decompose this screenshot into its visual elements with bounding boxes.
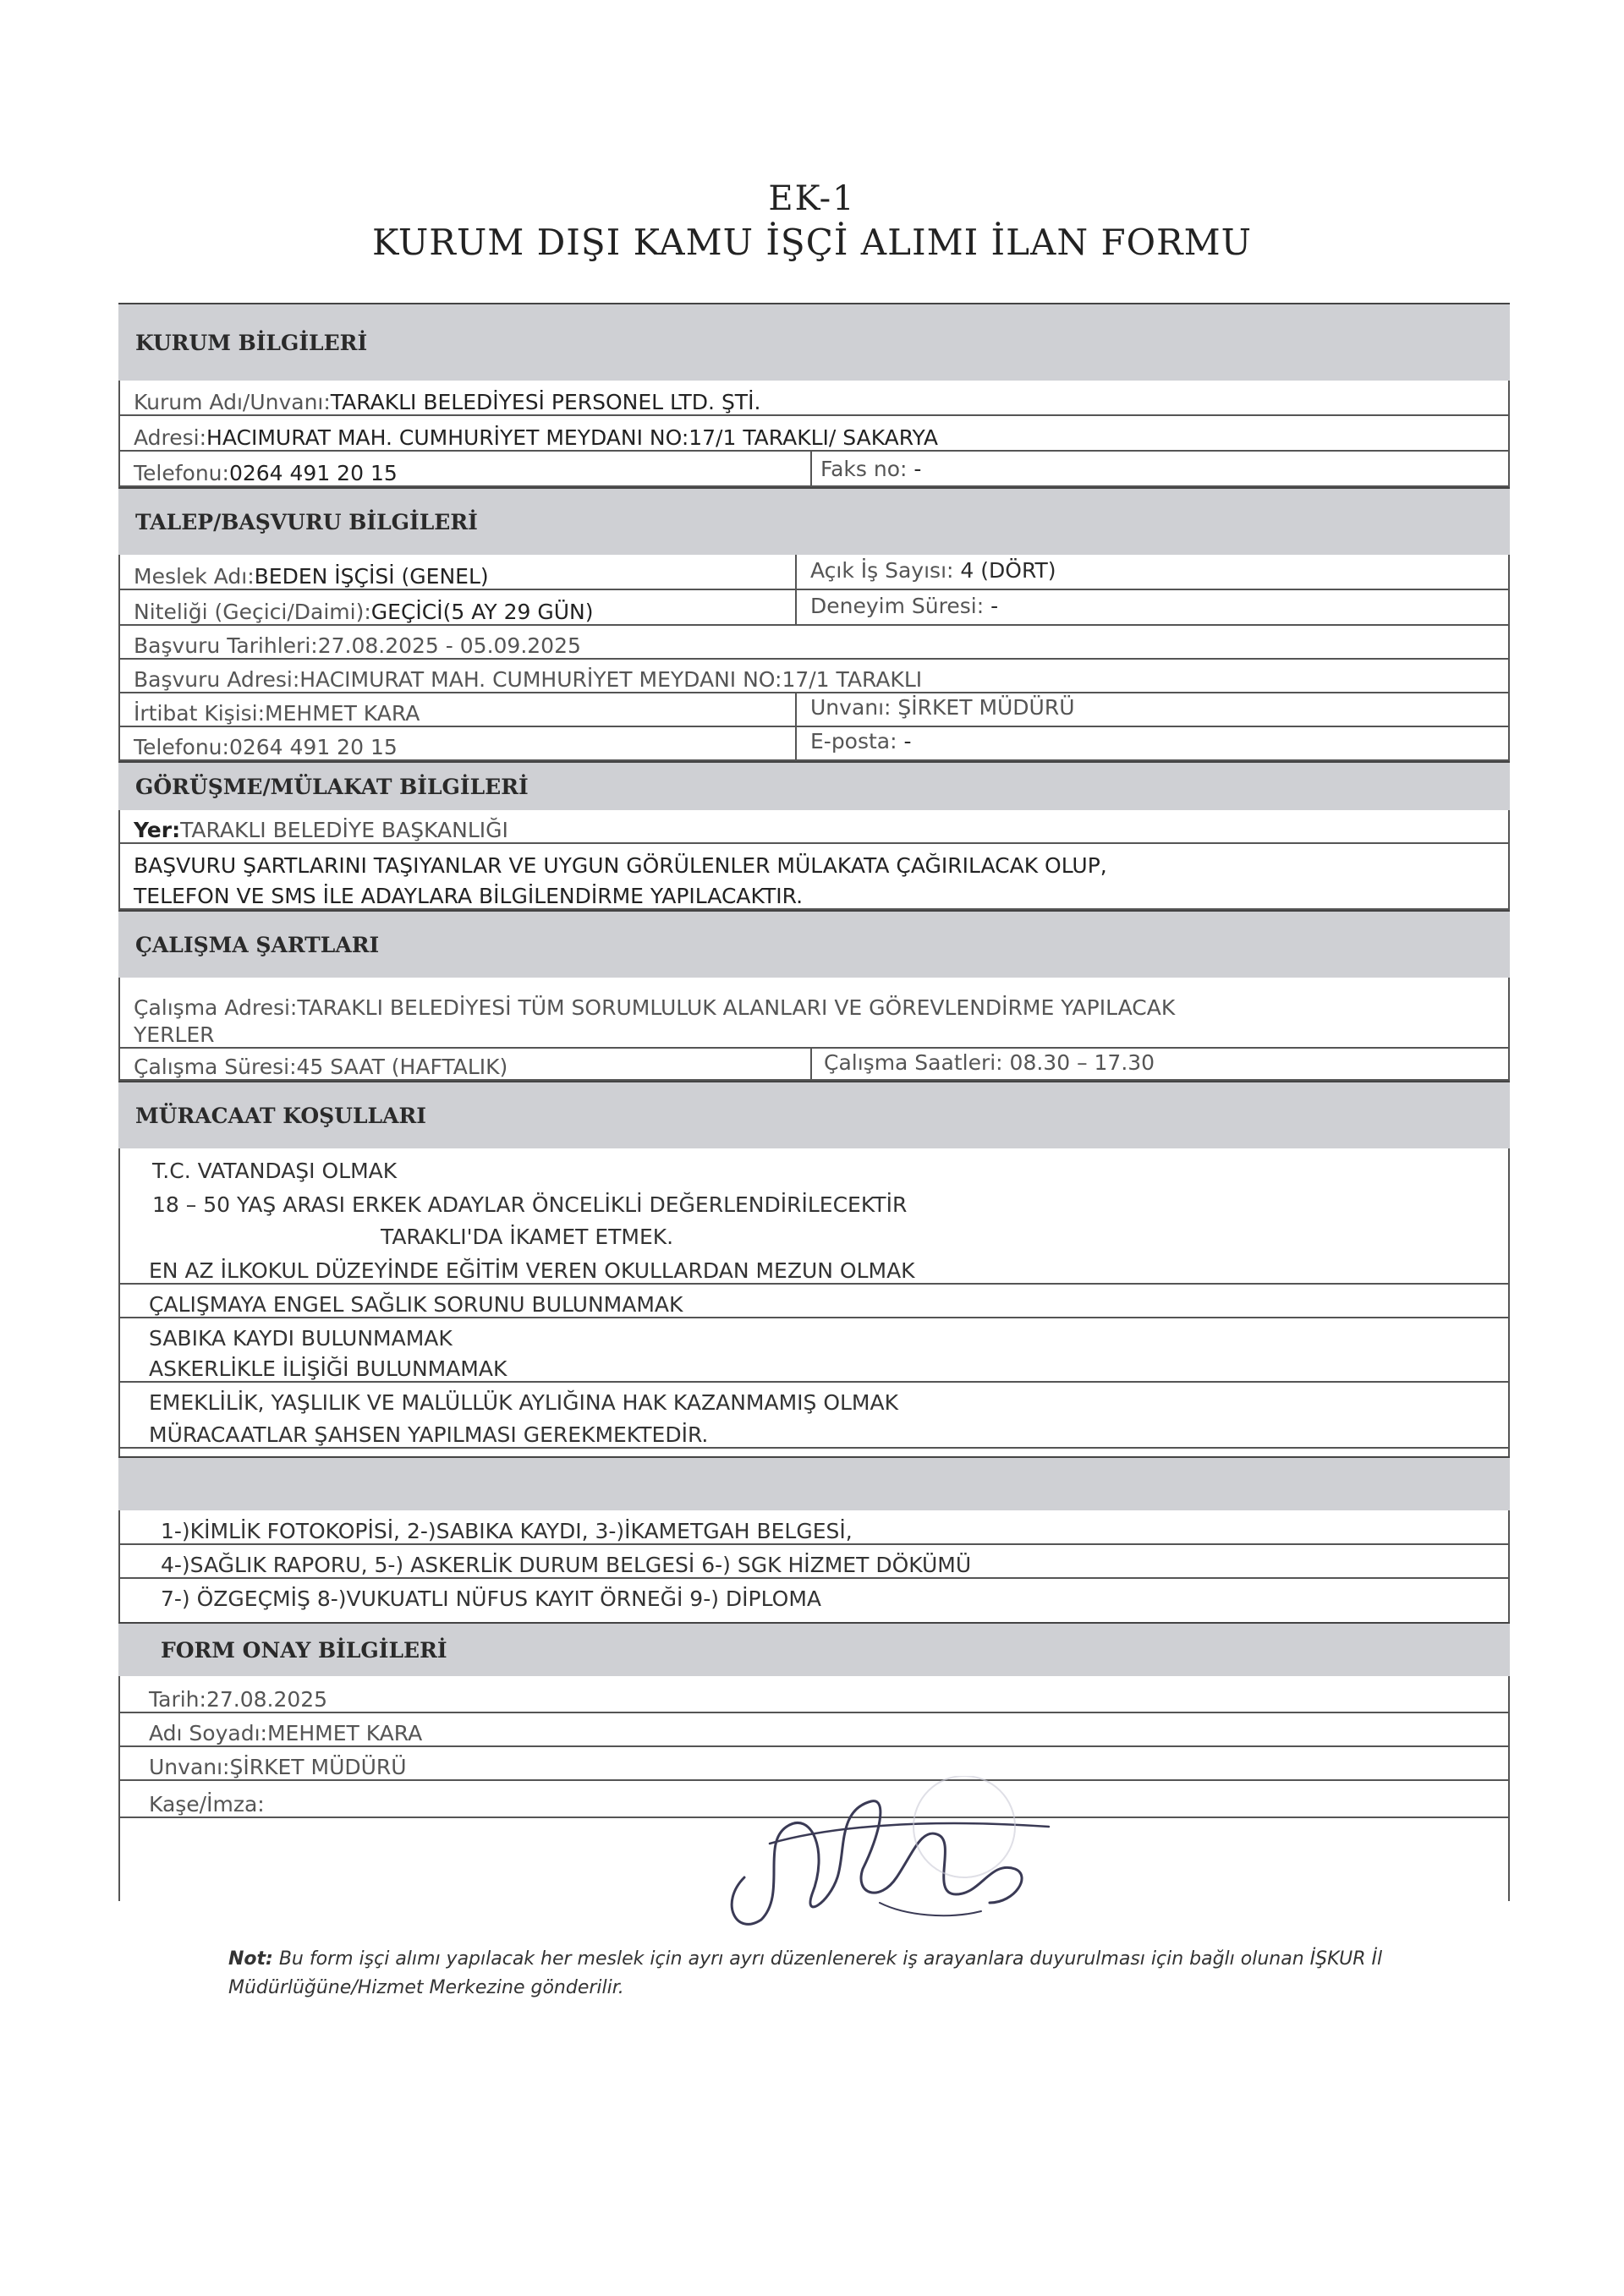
list-item: 18 – 50 YAŞ ARASI ERKEK ADAYLAR ÖNCELİKLİ DEĞERLENDİRİLECEKTİR <box>152 1192 908 1217</box>
kurum-adi-label: Kurum Adı/Unvanı: <box>134 390 331 414</box>
acik-is-label: Açık İş Sayısı: <box>810 558 961 583</box>
list-item: ÇALIŞMAYA ENGEL SAĞLIK SORUNU BULUNMAMAK <box>118 1292 1510 1318</box>
list-item: MÜRACAATLAR ŞAHSEN YAPILMASI GEREKMEKTEDİR. <box>118 1422 1510 1449</box>
kurum-faks-label: Faks no: <box>820 457 914 481</box>
list-item: 7-) ÖZGEÇMİŞ 8-)VUKUATLI NÜFUS KAYIT ÖRNEĞİ 9-) DİPLOMA <box>161 1586 822 1611</box>
kurum-adres-label: Adresi: <box>134 425 207 450</box>
calisma-saat-value: 08.30 – 17.30 <box>1009 1050 1155 1075</box>
basvuru-adres-row <box>118 660 1510 693</box>
kurum-telefon-row <box>118 452 1510 487</box>
footer-note <box>228 1945 1506 2003</box>
kurum-adres-value: HACIMURAT MAH. CUMHURİYET MEYDANI NO:17/1 TARAKLI/ SAKARYA <box>206 425 938 450</box>
list-item: SABIKA KAYDI BULUNMAMAK <box>149 1326 453 1351</box>
kurum-telefon-value: 0264 491 20 15 <box>228 461 398 485</box>
calisma-sure-value: 45 SAAT (HAFTALIK) <box>296 1055 508 1079</box>
list-item: T.C. VATANDAŞI OLMAK <box>152 1159 398 1183</box>
list-item: EN AZ İLKOKUL DÜZEYİNDE EĞİTİM VEREN OKULLARDAN MEZUN OLMAK <box>118 1258 1510 1285</box>
niteligi-value: GEÇİCİ(5 AY 29 GÜN) <box>370 600 594 624</box>
onay-tarih-row <box>118 1676 1510 1713</box>
talep-eposta <box>810 729 912 753</box>
calisma-saatleri <box>824 1050 1155 1075</box>
application-form <box>118 303 1510 1901</box>
note-prefix: Not: <box>228 1948 273 1970</box>
calisma-adres-row-2 <box>118 1020 1510 1049</box>
basvuru-adres-value: HACIMURAT MAH. CUMHURİYET MEYDANI NO:17/1 TARAKLI <box>299 667 923 692</box>
note-text: Bu form işçi alımı yapılacak her meslek için ayrı ayrı düzenlenerek iş arayanlara duyurulması için bağlı olunan İŞKUR İl Müdürlüğüne/Hizmet Merkezine gönderilir. <box>228 1948 1383 1998</box>
section-header-kurum: KURUM BİLGİLERİ <box>118 303 1510 381</box>
calisma-adres-row <box>118 978 1510 1020</box>
section-header-onay: FORM ONAY BİLGİLERİ <box>118 1622 1510 1676</box>
calisma-saat-label: Çalışma Saatleri: <box>824 1050 1010 1075</box>
basvuru-adres-label: Başvuru Adresi: <box>134 667 300 692</box>
gorusme-yer-row <box>118 810 1510 844</box>
eposta-label: E-posta: <box>810 729 904 753</box>
deneyim-label: Deneyim Süresi: <box>810 594 991 618</box>
list-item: ASKERLİKLE İLİŞİĞİ BULUNMAMAK <box>118 1356 1510 1383</box>
kurum-faks <box>820 457 921 481</box>
list-item: TARAKLI'DA İKAMET ETMEK. <box>381 1225 674 1249</box>
kurum-adres-row <box>118 416 1510 452</box>
gorusme-yer-label: Yer: <box>134 818 181 842</box>
form-annex-number: EK-1 <box>768 179 856 218</box>
signature-image <box>710 1776 1066 1937</box>
kurum-adi-value: TARAKLI BELEDİYESİ PERSONEL LTD. ŞTİ. <box>330 390 761 414</box>
list-item: 4-)SAĞLIK RAPORU, 5-) ASKERLİK DURUM BELGESİ 6-) SGK HİZMET DÖKÜMÜ <box>118 1553 1510 1579</box>
calisma-adres-value-2: YERLER <box>134 1022 215 1047</box>
onay-unvan-label: Unvanı: <box>149 1755 230 1779</box>
section-header-muracaat: MÜRACAAT KOŞULLARI <box>118 1081 1510 1148</box>
acik-is-sayisi <box>810 558 1056 583</box>
section-header-talep: TALEP/BAŞVURU BİLGİLERİ <box>118 487 1510 555</box>
gorusme-yer-value: TARAKLI BELEDİYE BAŞKANLIĞI <box>180 818 508 842</box>
kurum-faks-value: - <box>914 457 922 481</box>
section-header-gorusme: GÖRÜŞME/MÜLAKAT BİLGİLERİ <box>118 761 1510 810</box>
talep-telefon-label: Telefonu: <box>134 735 229 759</box>
onay-kase-label: Kaşe/İmza: <box>149 1792 265 1817</box>
onay-tarih-label: Tarih: <box>149 1687 206 1712</box>
kurum-telefon-label: Telefonu: <box>134 461 229 485</box>
calisma-sure-label: Çalışma Süresi: <box>134 1055 297 1079</box>
irtibat-label: İrtibat Kişisi: <box>134 701 266 726</box>
irtibat-unvan-value: ŞİRKET MÜDÜRÜ <box>897 695 1075 720</box>
irtibat-unvan-label: Unvanı: <box>810 695 898 720</box>
onay-adsoyad-label: Adı Soyadı: <box>149 1721 267 1745</box>
eposta-value: - <box>903 729 912 753</box>
basvuru-tarih-row <box>118 626 1510 660</box>
list-item: EMEKLİLİK, YAŞLILIK VE MALÜLLÜK AYLIĞINA HAK KAZANMAMIŞ OLMAK <box>149 1390 898 1415</box>
calisma-sure-row <box>118 1049 1510 1081</box>
gorusme-line-1: BAŞVURU ŞARTLARINI TAŞIYANLAR VE UYGUN GÖRÜLENLER MÜLAKATA ÇAĞIRILACAK OLUP, <box>134 853 1107 878</box>
calisma-adres-label: Çalışma Adresi: <box>134 995 298 1020</box>
acik-is-value: 4 (DÖRT) <box>960 558 1056 583</box>
onay-adsoyad-row <box>118 1713 1510 1747</box>
meslek-label: Meslek Adı: <box>134 564 255 589</box>
calisma-adres-value-1: TARAKLI BELEDİYESİ TÜM SORUMLULUK ALANLARI VE GÖREVLENDİRME YAPILACAK <box>297 995 1176 1020</box>
onay-unvan-value: ŞİRKET MÜDÜRÜ <box>229 1755 407 1779</box>
kurum-adi-row <box>118 381 1510 416</box>
basvuru-tarih-label: Başvuru Tarihleri: <box>134 633 318 658</box>
section-header-belgeler-blank <box>118 1456 1510 1510</box>
talep-telefon-value: 0264 491 20 15 <box>228 735 398 759</box>
section-header-calisma: ÇALIŞMA ŞARTLARI <box>118 910 1510 978</box>
onay-adsoyad-value: MEHMET KARA <box>266 1721 423 1745</box>
basvuru-tarih-value: 27.08.2025 - 05.09.2025 <box>317 633 581 658</box>
meslek-value: BEDEN İŞÇİSİ (GENEL) <box>254 564 489 589</box>
list-item: 1-)KİMLİK FOTOKOPİSİ, 2-)SABIKA KAYDI, 3-)İKAMETGAH BELGESİ, <box>118 1519 1510 1545</box>
onay-tarih-value: 27.08.2025 <box>206 1687 328 1712</box>
irtibat-value: MEHMET KARA <box>265 701 420 726</box>
gorusme-line-2: TELEFON VE SMS İLE ADAYLARA BİLGİLENDİRME YAPILACAKTIR. <box>118 878 1510 910</box>
form-title: KURUM DIŞI KAMU İŞÇİ ALIMI İLAN FORMU <box>371 222 1253 263</box>
deneyim-suresi <box>810 594 998 618</box>
niteligi-label: Niteliği (Geçici/Daimi): <box>134 600 371 624</box>
deneyim-value: - <box>990 594 999 618</box>
irtibat-unvan <box>810 695 1075 720</box>
